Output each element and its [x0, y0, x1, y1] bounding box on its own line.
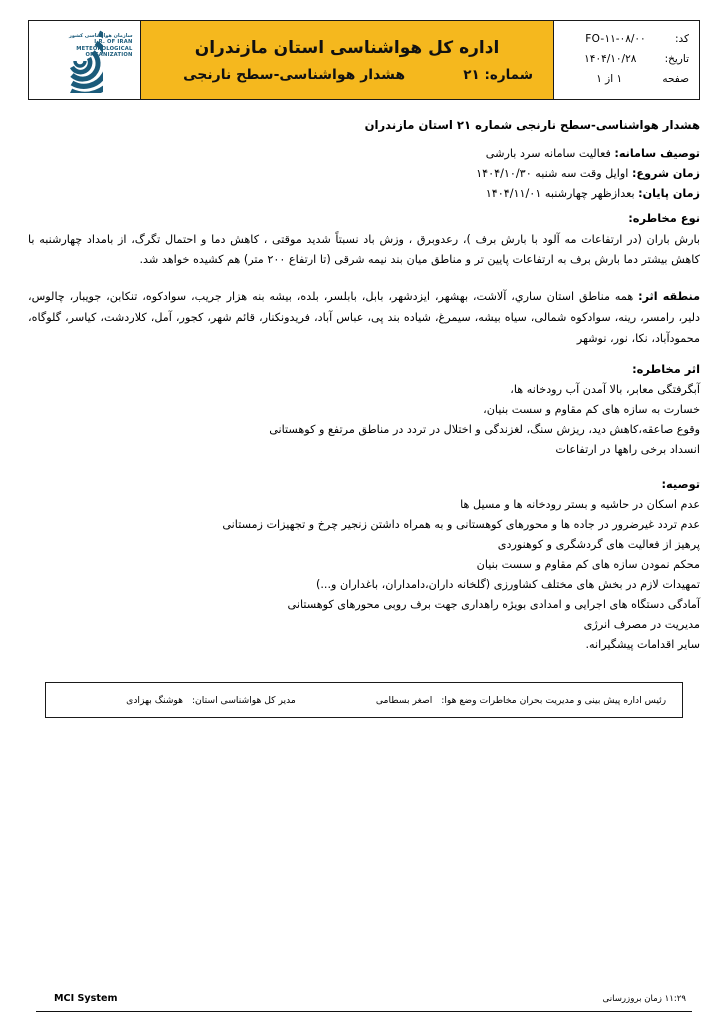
header-meta-box	[553, 21, 699, 99]
list-item: سایر اقدامات پیشگیرانه.	[585, 637, 700, 651]
affected-region-label: منطقه اثر:	[638, 290, 701, 304]
header-date-value: ۱۴۰۴/۱۰/۲۸	[584, 53, 637, 66]
warning-level-title: هشدار هواشناسی-سطح نارنجی	[183, 66, 406, 83]
header-date-label: تاریخ:	[664, 53, 689, 66]
footer-system-name: MCI System	[54, 993, 118, 1004]
list-item: عدم اسکان در حاشیه و بستر رودخانه ها و مسیل ها	[460, 497, 700, 511]
field-start-time-value: اوایل وقت سه شنبه ۱۴۰۴/۱۰/۳۰	[476, 166, 629, 180]
list-item: آمادگی دستگاه های اجرایی و امدادی بویژه راهداری جهت برف روبی محورهای کوهستانی	[287, 597, 700, 611]
list-item: انسداد برخی راهها در ارتفاعات	[555, 442, 700, 456]
header-date-row	[562, 50, 689, 70]
field-end-time-label: زمان پایان:	[638, 187, 700, 201]
logo-line-1: I.R. OF IRAN	[94, 39, 133, 46]
affected-region-text: همه مناطق استان ساري، آلاشت، بهشهر، ایزدشهر، بابل، بابلسر، بلده، بیشه بنه هزار جریب، سوادکوه، تنکابن، جویبار، چالوس، دلیر، رامسر، رینه، سوادکوه شمالی، سیاه بیشه، سیمرغ، شیاده بند پی، عباس آباد، فریدونکنار، قائم شهر، کجور، آمل، کلاردشت، کیاسر، گلوگاه، محمودآباد، نکا، نور، نوشهر	[28, 290, 700, 345]
hazard-type-heading: نوع مخاطره:	[628, 211, 700, 226]
field-start-time	[28, 165, 700, 183]
hazard-impact-list	[28, 380, 700, 460]
logo-fa-line: سازمان هواشناسی کشور	[68, 33, 133, 39]
field-system-description	[28, 145, 700, 163]
signature-name-left: هوشنگ بهزادی	[126, 694, 184, 706]
list-item: خسارت به سازه های کم مقاوم و سست بنیان،	[483, 402, 700, 416]
header-subtitle-row	[155, 67, 539, 83]
document-body	[28, 116, 700, 654]
list-item: محکم نمودن سازه های کم مقاوم و سست بنیان	[476, 557, 700, 571]
meteorological-organization-logo	[29, 21, 141, 99]
logo-line-3: ORGANIZATION	[85, 52, 133, 59]
page-title: هشدار هواشناسی-سطح نارنجی شماره ۲۱ استان مازندران	[364, 118, 700, 132]
list-item: وقوع صاعقه،کاهش دید، ریزش سنگ، لغزندگی و اختلال در تردد در مناطق مرتفع و کوهستانی	[269, 422, 700, 436]
logo-text-block	[69, 33, 133, 59]
organization-title: اداره کل هواشناسی استان مازندران	[194, 37, 500, 58]
list-item: عدم تردد غیرضرور در جاده ها و محورهای کوهستانی و به همراه داشتن زنجیر چرخ و تجهیزات زمستانی	[222, 517, 700, 531]
footer-divider	[36, 1011, 692, 1012]
hazard-type-text: بارش باران (در ارتفاعات مه آلود با بارش برف )، رعدوبرق ، وزش باد نسبتاً شدید موقتی ، کاهش دما و احتمال تگرگ، از بامداد چهارشنبه با کاهش بیشتر دما بارش برف به ارتفاعات پایین تر و مناطق میان بند نیمه شرقی (تا ارتفاع ۲۰۰ متر) هم کشیده خواهد شد.	[28, 232, 700, 267]
header-page-value: ۱ از ۱	[596, 72, 623, 85]
header-page-row	[562, 70, 689, 90]
footer-update-time: ۱۱:۲۹	[664, 994, 686, 1004]
recommendations-heading: توصیه:	[661, 477, 700, 492]
field-end-time	[28, 185, 700, 203]
footer-update-label: زمان بروزرسانی	[602, 994, 662, 1004]
signature-role-right: رئیس اداره پیش بینی و مدیریت بحران مخاطرات وضع هوا:	[441, 694, 667, 706]
field-start-time-label: زمان شروع:	[631, 166, 700, 180]
footer-update-info	[603, 994, 692, 1004]
header-orange-banner	[141, 21, 553, 99]
document-footer	[36, 993, 692, 1015]
field-end-time-value: بعدازظهر چهارشنبه ۱۴۰۴/۱۱/۰۱	[485, 187, 635, 201]
signature-box	[45, 682, 683, 718]
header-code-label: کد:	[674, 33, 689, 46]
logo-line-2: METEOROLOGICAL	[76, 45, 133, 52]
list-item: پرهیز از فعالیت های گردشگری و کوهنوردی	[497, 537, 700, 551]
list-item: مدیریت در مصرف انرژی	[583, 617, 700, 631]
list-item: تمهیدات لازم در بخش های مختلف کشاورزی (گلخانه داران،دامداران، باغداران و...)	[316, 577, 700, 591]
recommendations-list	[28, 495, 700, 655]
affected-region-block	[28, 287, 700, 349]
signature-general-director	[46, 695, 366, 706]
signature-forecasting-director	[366, 695, 682, 706]
signature-name-right: اصغر بسطامی	[375, 694, 433, 706]
hazard-impact-heading: اثر مخاطره:	[632, 362, 700, 377]
list-item: آبگرفتگی معابر، بالا آمدن آب رودخانه ها،	[510, 382, 700, 396]
header-code-row	[562, 30, 689, 50]
warning-number-label: شماره: ۲۱	[463, 66, 533, 83]
document-header	[28, 20, 700, 100]
header-code-value: FO-۱۱-۰۸/۰۰	[585, 33, 646, 46]
signature-role-left: مدیر کل هواشناسی استان:	[191, 694, 296, 706]
field-system-description-value: فعالیت سامانه سرد بارشی	[485, 146, 611, 160]
field-system-description-label: توصیف سامانه:	[614, 146, 700, 160]
header-page-label: صفحه	[662, 72, 689, 85]
